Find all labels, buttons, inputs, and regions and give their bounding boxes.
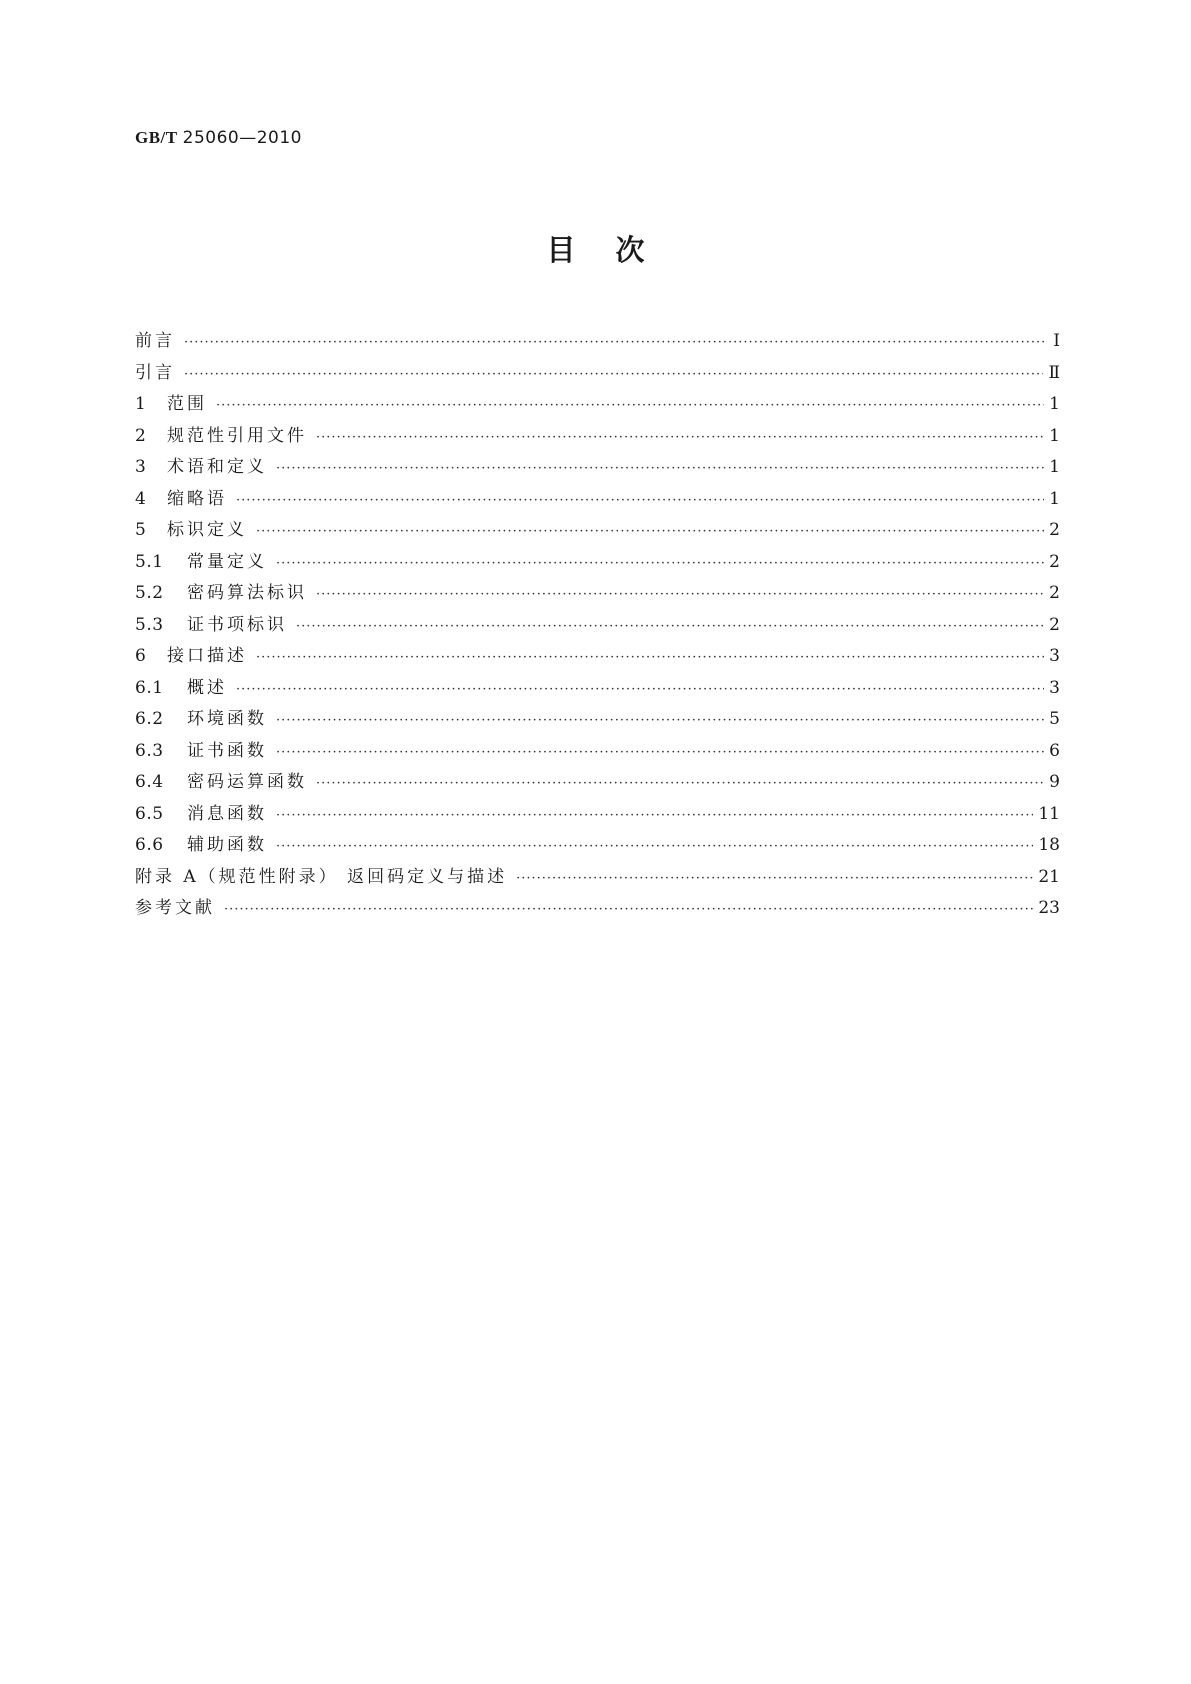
toc-entry-number: 2 <box>135 425 147 446</box>
toc-entry-page: 9 <box>1049 772 1060 792</box>
toc-entry-page: 23 <box>1038 898 1060 918</box>
toc-entry-page: 21 <box>1038 866 1060 887</box>
toc-entry-label: 附录 A（规范性附录） 返回码定义与描述 <box>135 866 508 887</box>
toc-entry-label: 环境函数 <box>187 709 267 729</box>
toc-entry[interactable] <box>135 452 1060 484</box>
toc-entry-number: 1 <box>135 394 147 414</box>
standard-code <box>135 128 302 148</box>
toc-entry-number: 5.1 <box>135 551 164 572</box>
toc-dot-leader <box>276 548 1044 580</box>
toc-entry-page: Ⅱ <box>1048 362 1060 383</box>
toc-entry[interactable] <box>135 389 1060 421</box>
toc-entry-page: 1 <box>1049 394 1060 414</box>
toc-entry[interactable] <box>135 421 1060 453</box>
toc-entry-number: 6.1 <box>135 677 164 698</box>
toc-entry-label: 概述 <box>187 677 227 698</box>
toc-entry[interactable] <box>135 515 1060 547</box>
standard-prefix: GB/T <box>135 128 178 147</box>
toc-entry-label: 消息函数 <box>187 803 267 824</box>
toc-entry[interactable] <box>135 830 1060 862</box>
toc-entry-page: 6 <box>1049 740 1060 761</box>
toc-entry[interactable] <box>135 736 1060 768</box>
toc-dot-leader <box>276 453 1044 485</box>
toc-entry-label: 规范性引用文件 <box>167 425 307 446</box>
page-title: 目次 <box>546 233 685 267</box>
toc-entry[interactable] <box>135 799 1060 831</box>
toc-dot-leader <box>516 863 1033 895</box>
toc-entry[interactable] <box>135 610 1060 642</box>
toc-dot-leader <box>184 327 1045 359</box>
toc-entry-label: 范围 <box>167 394 207 414</box>
toc-entry-page: 18 <box>1038 835 1060 855</box>
toc-entry-label: 密码运算函数 <box>187 772 307 792</box>
toc-dot-leader <box>276 737 1044 769</box>
toc-entry[interactable] <box>135 641 1060 673</box>
toc-entry[interactable] <box>135 326 1060 358</box>
toc-entry-page: 2 <box>1049 520 1060 540</box>
toc-dot-leader <box>276 705 1044 737</box>
toc-entry-label: 接口描述 <box>167 646 247 666</box>
toc-dot-leader <box>316 422 1044 454</box>
toc-entry-label: 辅助函数 <box>187 835 267 855</box>
toc-entry-page: 1 <box>1049 425 1060 446</box>
toc-entry-page: 2 <box>1049 614 1060 635</box>
toc-dot-leader <box>276 800 1033 832</box>
toc-dot-leader <box>216 390 1044 422</box>
toc-entry-number: 6.5 <box>135 803 164 824</box>
table-of-contents <box>135 326 1060 925</box>
toc-entry-page: 1 <box>1049 457 1060 477</box>
toc-entry[interactable] <box>135 862 1060 894</box>
toc-entry-page: 11 <box>1038 803 1060 824</box>
toc-entry-label: 密码算法标识 <box>187 583 307 603</box>
toc-entry[interactable] <box>135 893 1060 925</box>
toc-dot-leader <box>236 674 1044 706</box>
standard-number: 25060—2010 <box>182 128 302 148</box>
toc-dot-leader <box>276 831 1033 863</box>
toc-entry-number: 6.3 <box>135 740 164 761</box>
toc-entry[interactable] <box>135 484 1060 516</box>
toc-dot-leader <box>316 768 1044 800</box>
toc-dot-leader <box>296 611 1044 643</box>
toc-entry-page: 5 <box>1049 709 1060 729</box>
toc-dot-leader <box>256 516 1044 548</box>
toc-dot-leader <box>224 894 1033 926</box>
toc-entry-label: 常量定义 <box>187 551 267 572</box>
toc-entry-page: 1 <box>1049 488 1060 509</box>
toc-dot-leader <box>316 579 1044 611</box>
toc-dot-leader <box>184 359 1043 391</box>
toc-entry-number: 3 <box>135 457 147 477</box>
toc-entry[interactable] <box>135 767 1060 799</box>
toc-entry-number: 6.2 <box>135 709 164 729</box>
toc-entry-page: 2 <box>1049 583 1060 603</box>
toc-dot-leader <box>236 485 1044 517</box>
toc-entry-number: 4 <box>135 488 147 509</box>
toc-entry[interactable] <box>135 578 1060 610</box>
toc-entry-number: 5.2 <box>135 583 164 603</box>
toc-entry-label: 证书项标识 <box>187 614 287 635</box>
toc-entry-page: 3 <box>1049 646 1060 666</box>
toc-entry-label: 前言 <box>135 331 175 351</box>
toc-entry-label: 参考文献 <box>135 898 215 918</box>
toc-dot-leader <box>256 642 1044 674</box>
toc-entry-number: 5.3 <box>135 614 164 635</box>
toc-entry-label: 证书函数 <box>187 740 267 761</box>
toc-entry[interactable] <box>135 547 1060 579</box>
toc-entry-label: 引言 <box>135 362 175 383</box>
toc-entry[interactable] <box>135 358 1060 390</box>
toc-entry-label: 术语和定义 <box>167 457 267 477</box>
toc-entry[interactable] <box>135 704 1060 736</box>
toc-entry-label: 标识定义 <box>167 520 247 540</box>
toc-entry-label: 缩略语 <box>167 488 227 509</box>
toc-entry-page: 2 <box>1049 551 1060 572</box>
toc-entry-number: 6.4 <box>135 772 164 792</box>
toc-entry-number: 5 <box>135 520 147 540</box>
toc-entry[interactable] <box>135 673 1060 705</box>
toc-entry-page: 3 <box>1049 677 1060 698</box>
toc-entry-number: 6.6 <box>135 835 164 855</box>
toc-entry-number: 6 <box>135 646 147 666</box>
toc-entry-page: Ⅰ <box>1053 331 1060 351</box>
